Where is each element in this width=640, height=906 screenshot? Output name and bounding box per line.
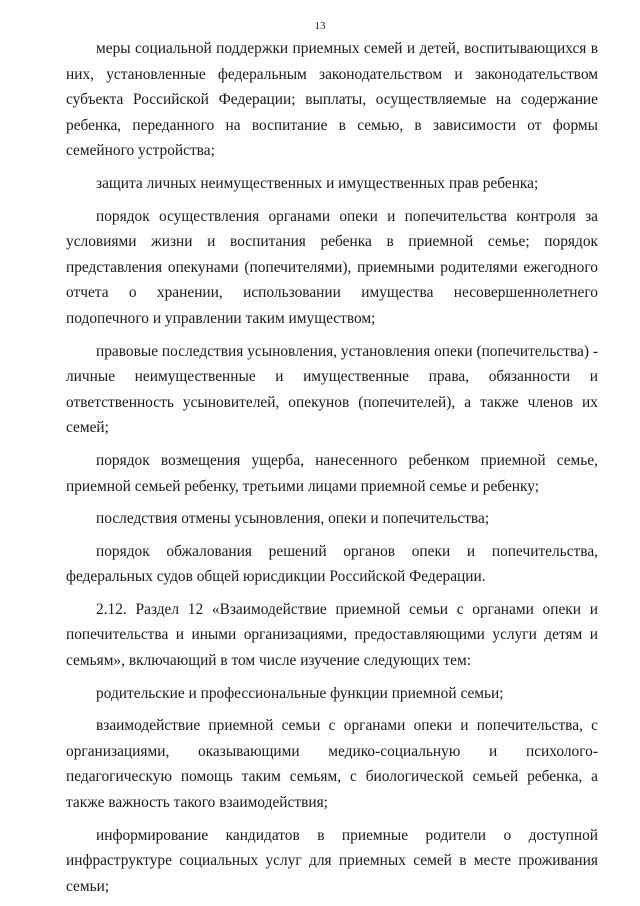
- paragraph-5: порядок возмещения ущерба, нанесенного ребенком приемной семье, приемной семьей ребенку, третьими лицами приемной семье и ребенку;: [66, 451, 598, 495]
- paragraph-10: взаимодействие приемной семьи с органами опеки и попечительства, с организациями, оказывающими медико-социальную и психолого-педагогическую помощь таким семьям, с биологической семьей ребенка, а также важность такого взаимодействия;: [66, 717, 598, 812]
- paragraph-1: меры социальной поддержки приемных семей и детей, воспитывающихся в них, установленные федеральным законодательством и законодательством субъекта Российской Федерации; выплаты, осуществляемые на содержание ребенка, переданного на воспитание в семью, в зависимости от формы семейного устройства;: [66, 40, 598, 160]
- paragraph-7: порядок обжалования решений органов опеки и попечительства, федеральных судов общей юрисдикции Российской Федерации.: [66, 542, 598, 586]
- paragraph-4: правовые последствия усыновления, установления опеки (попечительства) - личные неимущественные и имущественные права, обязанности и ответственность усыновителей, опекунов (попечителей), а также членов их семей;: [66, 342, 598, 437]
- paragraph-6: последствия отмены усыновления, опеки и попечительства;: [96, 510, 490, 528]
- paragraph-9: родительские и профессиональные функции приемной семьи;: [96, 684, 504, 702]
- paragraph-11: информирование кандидатов в приемные родители о доступной инфраструктуре социальных услуг для приемных семей в месте проживания семьи;: [66, 826, 598, 895]
- page-number: 13: [314, 20, 326, 32]
- paragraph-8: 2.12. Раздел 12 «Взаимодействие приемной семьи с органами опеки и попечительства и иными организациями, предоставляющими услуги детям и семьям», включающий в том числе изучение следующих тем:: [66, 600, 598, 670]
- paragraph-2: защита личных неимущественных и имущественных прав ребенка;: [96, 174, 539, 192]
- document-body: [66, 36, 598, 906]
- paragraph-3: порядок осуществления органами опеки и попечительства контроля за условиями жизни и воспитания ребенка в приемной семье; порядок представления опекунами (попечителями), приемными родителями ежегодного отчета о хранении, использовании имущества несовершеннолетнего подопечного и управлении таким имуществом;: [66, 207, 598, 327]
